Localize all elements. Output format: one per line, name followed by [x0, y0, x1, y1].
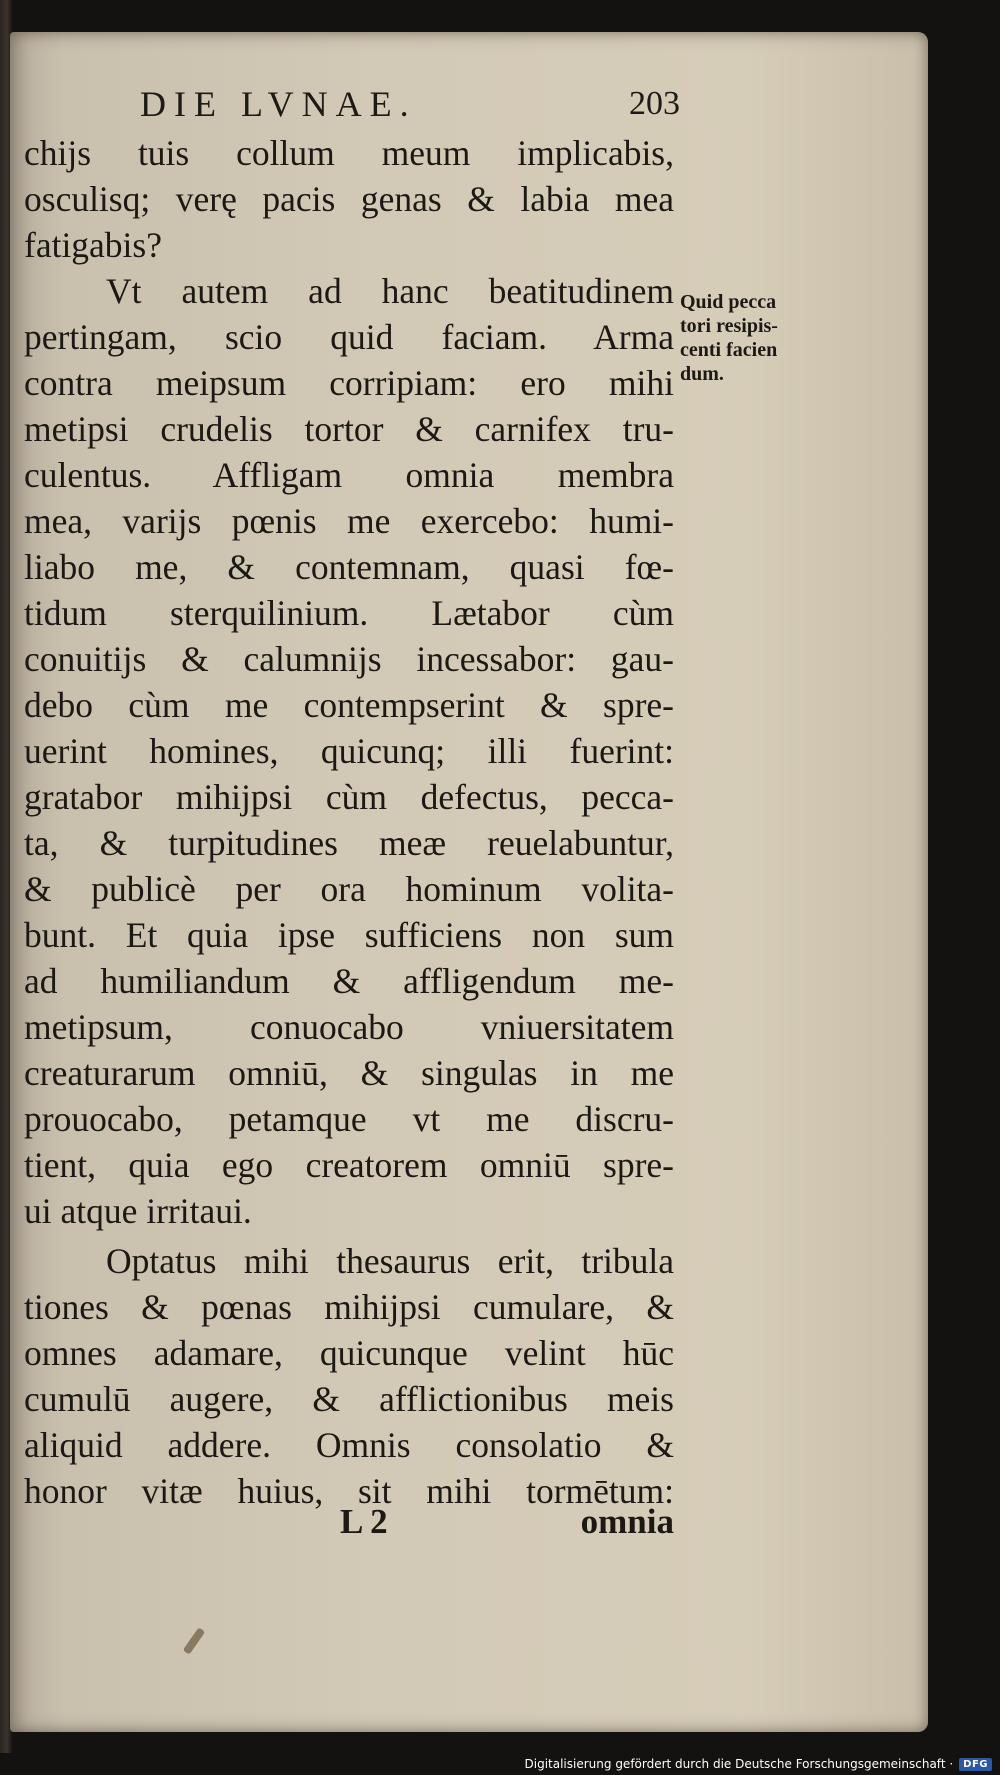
marginal-note: [680, 290, 830, 386]
marginal-note-line: centi facien: [680, 339, 778, 361]
running-head-title: DIE LVNAE.: [140, 84, 417, 124]
marginal-note-line: Quid pecca: [680, 291, 777, 313]
text-line: omnes adamare, quicunque velint hūc: [24, 1333, 674, 1373]
text-line: gratabor mihijpsi cùm defectus, pecca-: [24, 777, 674, 817]
text-line: & publicè per ora hominum volita-: [24, 869, 674, 909]
page-number: 203: [629, 85, 680, 122]
text-line: prouocabo, petamque vt me discru-: [24, 1099, 674, 1139]
text-line: osculisq; verę pacis genas & labia mea: [24, 179, 674, 219]
marginal-note-line: tori resipis-: [680, 315, 778, 337]
text-line: tient, quia ego creatorem omniū spre-: [24, 1145, 674, 1185]
page-footer-line: [24, 1502, 674, 1548]
text-line: chijs tuis collum meum implicabis,: [24, 133, 674, 173]
text-line: liabo me, & contemnam, quasi fœ-: [24, 547, 674, 587]
running-head: [140, 80, 680, 128]
text-line: ad humiliandum & affligendum me-: [24, 961, 674, 1001]
text-line: ta, & turpitudines meæ reuelabuntur,: [24, 823, 674, 863]
text-line: culentus. Affligam omnia membra: [24, 455, 674, 495]
text-line: fatigabis?: [24, 225, 162, 265]
ink-stain: [183, 1627, 206, 1655]
text-line: mea, varijs pœnis me exercebo: humi-: [24, 501, 674, 541]
digitization-credit-bar: [0, 1753, 1000, 1775]
text-line: Vt autem ad hanc beatitudinem: [106, 271, 674, 311]
text-line: contra meipsum corripiam: ero mihi: [24, 363, 674, 403]
text-line: conuitijs & calumnijs incessabor: gau-: [24, 639, 674, 679]
text-line: bunt. Et quia ipse sufficiens non sum: [24, 915, 674, 955]
text-line: cumulū augere, & afflictionibus meis: [24, 1379, 674, 1419]
text-line: ui atque irritaui.: [24, 1191, 252, 1231]
text-line: creaturarum omniū, & singulas in me: [24, 1053, 674, 1093]
text-line: tidum sterquilinium. Lætabor cùm: [24, 593, 674, 633]
text-line: Optatus mihi thesaurus erit, tribula: [106, 1241, 674, 1281]
text-line: debo cùm me contempserint & spre-: [24, 685, 674, 725]
signature-mark: L 2: [340, 1502, 388, 1541]
dfg-logo-icon: DFG: [959, 1758, 992, 1771]
text-line: aliquid addere. Omnis consolatio &: [24, 1425, 674, 1465]
text-line: honor vitæ huius, sit mihi tormētum:: [24, 1471, 674, 1511]
text-line: metipsum, conuocabo vniuersitatem: [24, 1007, 674, 1047]
marginal-note-line: dum.: [680, 363, 724, 385]
catchword: omnia: [580, 1502, 674, 1541]
text-line: metipsi crudelis tortor & carnifex tru-: [24, 409, 674, 449]
text-line: uerint homines, quicunq; illi fuerint:: [24, 731, 674, 771]
body-text: [24, 130, 674, 1514]
digitization-credit: Digitalisierung gefördert durch die Deutsche Forschungsgemeinschaft ·: [524, 1757, 954, 1771]
text-line: tiones & pœnas mihijpsi cumulare, &: [24, 1287, 674, 1327]
text-line: pertingam, scio quid faciam. Arma: [24, 317, 674, 357]
